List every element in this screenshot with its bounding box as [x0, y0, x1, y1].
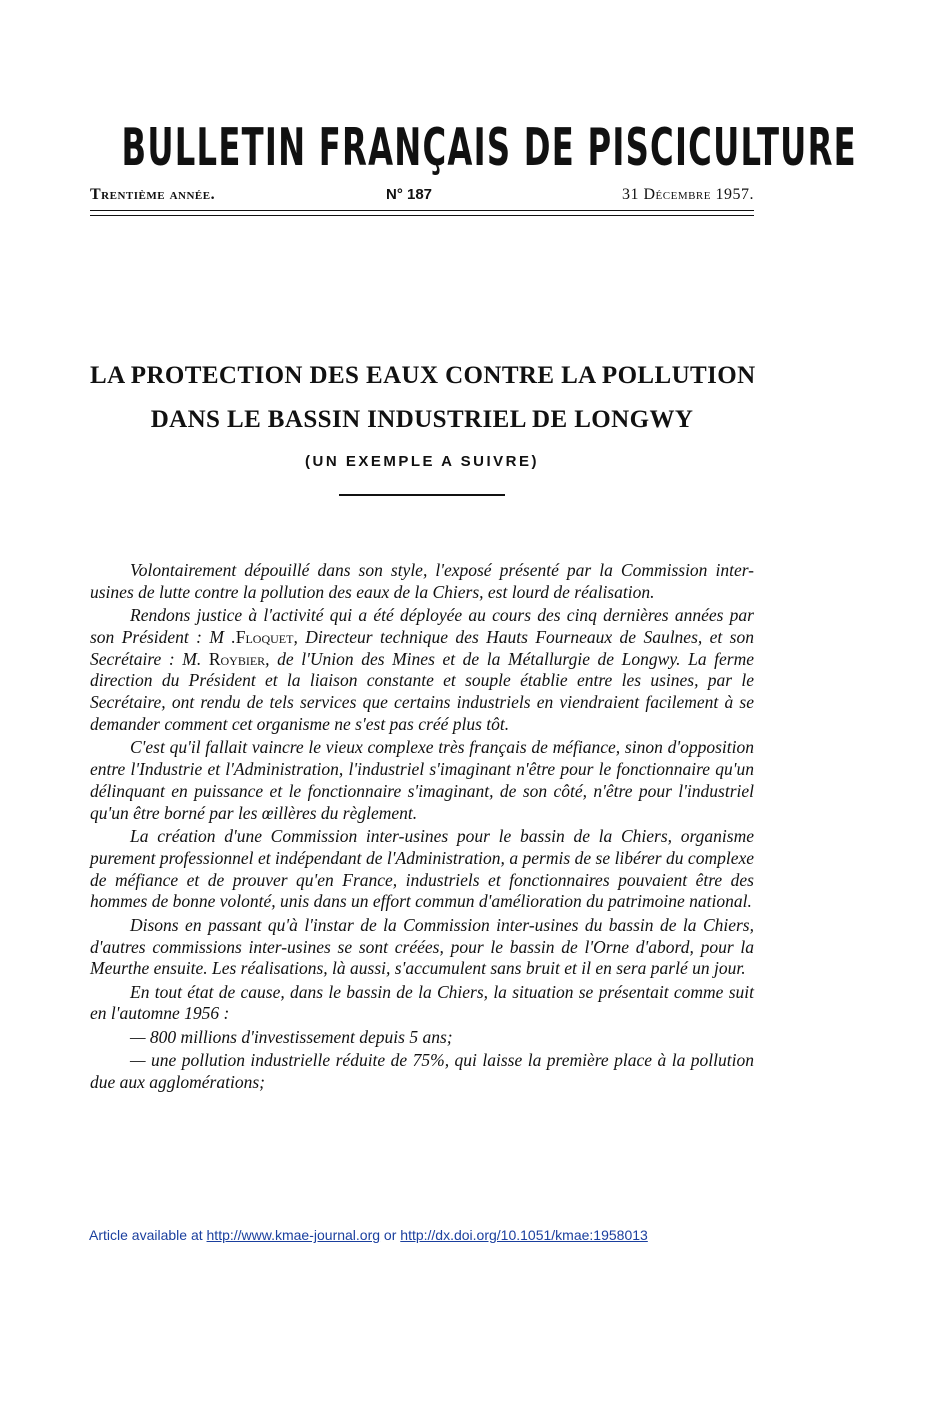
year-label: Trentième année.	[90, 186, 216, 203]
footer-prefix: Article available at	[89, 1227, 207, 1243]
paragraph-2-part-b: , Directeur technique des Hauts Fourneaux de Saulnes, et son Secrétaire : M.	[90, 626, 754, 669]
journal-title: BULLETIN FRANÇAIS DE PISCICULTURE	[121, 118, 857, 178]
article-footer	[89, 1226, 849, 1244]
footer-middle: or	[380, 1227, 401, 1243]
issue-date: 31 Décembre 1957.	[621, 186, 754, 203]
list-item-investment: — 800 millions d'investissement depuis 5 ans;	[130, 1026, 453, 1047]
paragraph-4: La création d'une Commission inter-usines pour le bassin de la Chiers, organisme purement professionnel et indépendant de l'Administration, a permis de se libérer du complexe de méfiance et de prouver qu'en France, industriels et fonctionnaires pouvaient être des hommes de bonne volonté, unis dans un effort commun d'amélioration du patrimoine national.	[90, 826, 754, 912]
paragraph-2	[90, 605, 754, 736]
article-body	[90, 560, 754, 1095]
issue-info-row	[90, 184, 754, 206]
paragraph-2-part-a: Rendons justice à l'activité qui a été déployée au cours des cinq dernières années par son Président : M .	[90, 605, 754, 647]
paragraph-6: En tout état de cause, dans le bassin de la Chiers, la situation se présentait comme suit en l'automne 1956 :	[90, 981, 754, 1024]
issue-number: N° 187	[386, 186, 433, 203]
person-name-roybier: Roybier	[208, 648, 266, 669]
article-title-line-1: LA PROTECTION DES EAUX CONTRE LA POLLUTION	[90, 362, 756, 389]
paragraph-5: Disons en passant qu'à l'instar de la Commission inter-usines du bassin de la Chiers, d'autres commissions inter-usines se sont créées, pour le bassin de l'Orne d'abord, pour la Meurthe ensuite. Les réalisations, là aussi, s'accumulent sans bruit et il en sera parlé un jour.	[90, 914, 754, 979]
masthead	[88, 118, 857, 180]
header-rule-top	[90, 210, 754, 211]
paragraph-2-part-c: , de l'Union des Mines et de la Métallurgie de Longwy. La ferme direction du Président et la liaison constante et souple établie entre les usines, par le Secrétaire, ont rendu de tels services que certains industriels en viendraient facilement à se demander comment cet organisme ne s'est pas créé plus tôt.	[90, 648, 755, 735]
title-separator	[339, 494, 505, 496]
list-item-pollution: — une pollution industrielle réduite de 75%, qui laisse la première place à la pollution due aux agglomérations;	[90, 1050, 754, 1092]
person-name-floquet: Floquet	[235, 626, 294, 647]
kmae-journal-link[interactable]: http://www.kmae-journal.org	[206, 1227, 381, 1243]
paragraph-1: Volontairement dépouillé dans son style, l'exposé présenté par la Commission inter-usines de lutte contre la pollution des eaux de la Chiers, est lourd de réalisation.	[90, 560, 754, 602]
header-rule-bottom	[90, 215, 754, 216]
paragraph-3: C'est qu'il fallait vaincre le vieux complexe très français de méfiance, sinon d'opposition entre l'Industrie et l'Administration, l'industriel s'imaginant n'être pour le fonctionnaire qu'un délinquant en puissance et le fonctionnaire s'imaginant, de son côté, n'être pour l'industriel qu'un être borné par les œillères du règlement.	[90, 737, 754, 823]
article-subtitle: (UN EXEMPLE A SUIVRE)	[305, 453, 539, 470]
doi-link[interactable]: http://dx.doi.org/10.1051/kmae:1958013	[400, 1227, 648, 1243]
article-title-line-2: DANS LE BASSIN INDUSTRIEL DE LONGWY	[150, 406, 694, 433]
